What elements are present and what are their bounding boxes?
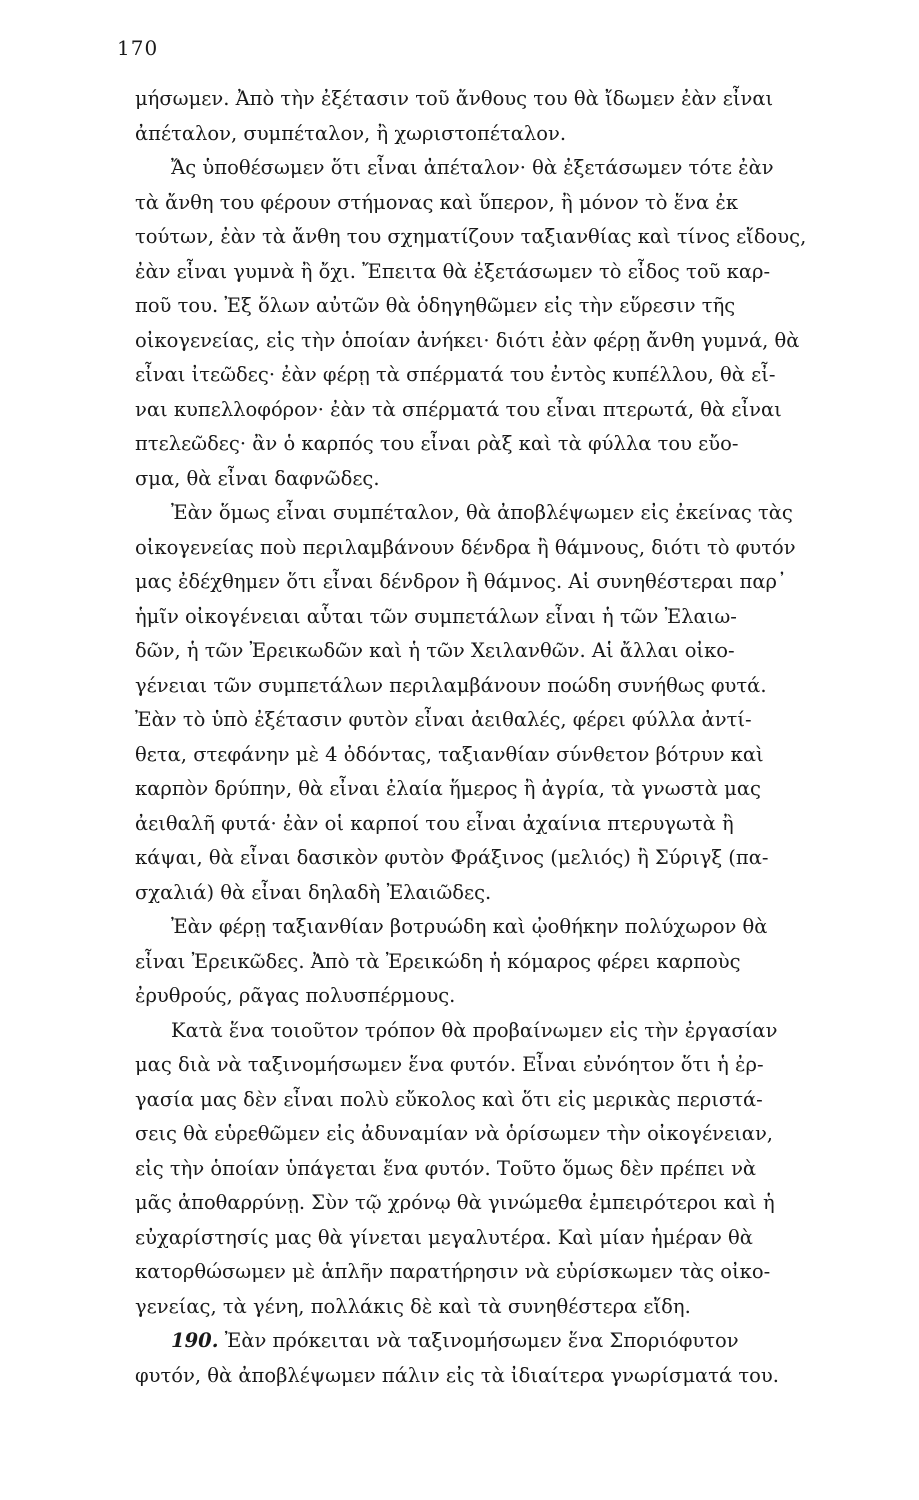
text-line <box>135 1117 880 1152</box>
text-line <box>135 565 880 600</box>
text-line <box>135 1255 880 1290</box>
text-line <box>135 496 880 531</box>
text-line <box>135 220 880 255</box>
text-line-content: Ἐὰν τὸ ὑπὸ ἐξέτασιν φυτὸν εἶναι ἀειθαλές, φέρει φύλλα ἀντί- <box>135 708 752 731</box>
text-line <box>135 600 880 635</box>
text-line <box>135 186 880 221</box>
text-line-content: Ἐὰν φέρῃ ταξιανθίαν βοτρυώδη καὶ ᾠοθήκην πολύχωρον θὰ <box>171 915 768 938</box>
text-line <box>135 393 880 428</box>
text-line <box>135 1324 880 1359</box>
text-line-content: Ἐὰν ὅμως εἶναι συμπέταλον, θὰ ἀποβλέψωμεν εἰς ἐκείνας τὰς <box>171 501 793 524</box>
text-line-content: μας ἐδέχθημεν ὅτι εἶναι δένδρον ἢ θάμνος. Αἱ συνηθέστεραι παρ᾽ <box>135 570 787 593</box>
text-line <box>135 979 880 1014</box>
text-line-content: οἰκογενείας ποὺ περιλαμβάνουν δένδρα ἢ θάμνους, διότι τὸ φυτόν <box>135 535 796 559</box>
text-line-content: γενείας, τὰ γένη, πολλάκις δὲ καὶ τὰ συνηθέστερα εἴδη. <box>135 1294 691 1318</box>
text-line-content: τούτων, ἐὰν τὰ ἄνθη του σχηματίζουν ταξιανθίας καὶ τίνος εἴδους, <box>135 225 807 248</box>
text-line-content: δῶν, ἡ τῶν Ἐρεικωδῶν καὶ ἡ τῶν Χειλανθῶν. Αἱ ἄλλαι οἰκο- <box>135 639 735 662</box>
text-line-content: φυτόν, θὰ ἀποβλέψωμεν πάλιν εἰς τὰ ἰδιαίτερα γνωρίσματά του. <box>135 1363 779 1387</box>
text-line <box>135 1083 880 1118</box>
text-line-content: Κατὰ ἕνα τοιοῦτον τρόπον θὰ προβαίνωμεν εἰς τὴν ἐργασίαν <box>171 1018 778 1042</box>
text-line <box>135 289 880 324</box>
text-line <box>135 910 880 945</box>
text-line-content: ναι κυπελλοφόρον· ἐὰν τὰ σπέρματά του εἶναι πτερωτά, θὰ εἶναι <box>135 397 782 421</box>
text-line-content: πτελεῶδες· ἂν ὁ καρπός του εἶναι ρὰξ καὶ τὰ φύλλα του εὔο- <box>135 432 739 455</box>
text-line-content: ἀπέταλον, συμπέταλον, ἢ χωριστοπέταλον. <box>135 121 567 145</box>
text-line-content: κάψαι, θὰ εἶναι δασικὸν φυτὸν Φράξινος (μελιός) ἢ Σύριγξ (πα- <box>135 846 769 869</box>
text-line-content: μήσωμεν. Ἀπὸ τὴν ἐξέτασιν τοῦ ἄνθους του θὰ ἴδωμεν ἐὰν εἶναι <box>135 87 774 110</box>
text-line-content: γένειαι τῶν συμπετάλων περιλαμβάνουν ποώδη συνήθως φυτά. <box>135 673 767 697</box>
text-line-content: εἰς τὴν ὁποίαν ὑπάγεται ἕνα φυτόν. Τοῦτο ὅμως δὲν πρέπει νὰ <box>135 1156 757 1180</box>
text-line-content: σχαλιά) θὰ εἶναι δηλαδὴ Ἐλαιῶδες. <box>135 880 492 904</box>
text-line <box>135 1359 880 1394</box>
text-line <box>135 1014 880 1049</box>
text-line-content: σεις θὰ εὑρεθῶμεν εἰς ἀδυναμίαν νὰ ὁρίσωμεν τὴν οἰκογένειαν, <box>135 1122 773 1145</box>
text-line-content: ἐρυθρούς, ρᾶγας πολυσπέρμους. <box>135 984 456 1007</box>
text-line-content: σμα, θὰ εἶναι δαφνῶδες. <box>135 466 380 490</box>
text-line-content: μας διὰ νὰ ταξινομήσωμεν ἕνα φυτόν. Εἶναι εὐνόητον ὅτι ἡ ἐρ- <box>135 1053 764 1076</box>
text-line <box>135 703 880 738</box>
text-line <box>135 358 880 393</box>
text-line-content: γασία μας δὲν εἶναι πολὺ εὔκολος καὶ ὅτι εἰς μερικὰς περιστά- <box>135 1087 763 1111</box>
text-line-content: ποῦ του. Ἐξ ὅλων αὐτῶν θὰ ὁδηγηθῶμεν εἰς τὴν εὕρεσιν τῆς <box>135 294 736 317</box>
text-line <box>135 1152 880 1187</box>
text-line-content: εὐχαρίστησίς μας θὰ γίνεται μεγαλυτέρα. Καὶ μίαν ἡμέραν θὰ <box>135 1225 753 1249</box>
text-line <box>135 531 880 566</box>
text-line <box>135 1186 880 1221</box>
text-line-content: Ἄς ὑποθέσωμεν ὅτι εἶναι ἀπέταλον· θὰ ἐξετάσωμεν τότε ἐὰν <box>171 156 774 179</box>
text-line <box>135 255 880 290</box>
section-number: 190. <box>171 1329 219 1352</box>
text-line <box>135 945 880 980</box>
text-line-content: Ἐὰν πρόκειται νὰ ταξινομήσωμεν ἕνα Σποριόφυτον <box>224 1329 739 1352</box>
text-line-content: εἶναι Ἐρεικῶδες. Ἀπὸ τὰ Ἐρεικώδη ἡ κόμαρος φέρει καρποὺς <box>135 949 741 973</box>
text-line <box>135 841 880 876</box>
text-line-content: τὰ ἄνθη του φέρουν στήμονας καὶ ὕπερον, ἢ μόνον τὸ ἕνα ἐκ <box>135 190 739 214</box>
text-line-content: καρπὸν δρύπην, θὰ εἶναι ἐλαία ἥμερος ἢ ἀγρία, τὰ γνωστὰ μας <box>135 777 761 800</box>
text-line <box>135 669 880 704</box>
text-line <box>135 427 880 462</box>
page-number: 170 <box>117 36 159 60</box>
text-line-content: ἐὰν εἶναι γυμνὰ ἢ ὄχι. Ἔπειτα θὰ ἐξετάσωμεν τὸ εἶδος τοῦ καρ- <box>135 259 771 283</box>
text-line <box>135 876 880 911</box>
text-line <box>135 634 880 669</box>
text-line-content: εἶναι ἰτεῶδες· ἐὰν φέρῃ τὰ σπέρματά του ἐντὸς κυπέλλου, θὰ εἶ- <box>135 363 776 386</box>
text-line <box>135 1221 880 1256</box>
text-line <box>135 117 880 152</box>
text-line <box>135 1048 880 1083</box>
text-line <box>135 324 880 359</box>
text-line <box>135 807 880 842</box>
text-line-content: μᾶς ἀποθαρρύνῃ. Σὺν τῷ χρόνῳ θὰ γινώμεθα ἐμπειρότεροι καὶ ἡ <box>135 1191 775 1214</box>
text-line <box>135 1290 880 1325</box>
text-line <box>135 772 880 807</box>
text-line-content: ἀειθαλῆ φυτά· ἐὰν οἱ καρποί του εἶναι ἀχαίνια πτερυγωτὰ ἢ <box>135 811 734 835</box>
page-text <box>135 82 880 1393</box>
text-line <box>135 82 880 117</box>
text-line-content: θετα, στεφάνην μὲ 4 ὀδόντας, ταξιανθίαν σύνθετον βότρυν καὶ <box>135 742 764 766</box>
text-line <box>135 462 880 497</box>
text-line <box>135 151 880 186</box>
text-line <box>135 738 880 773</box>
text-line-content: ἡμῖν οἰκογένειαι αὗται τῶν συμπετάλων εἶναι ἡ τῶν Ἐλαιω- <box>135 604 737 628</box>
text-line-content: οἰκογενείας, εἰς τὴν ὁποίαν ἀνήκει· διότι ἐὰν φέρῃ ἄνθη γυμνά, θὰ <box>135 328 800 352</box>
text-line-content: κατορθώσωμεν μὲ ἁπλῆν παρατήρησιν νὰ εὑρίσκωμεν τὰς οἰκο- <box>135 1260 771 1283</box>
